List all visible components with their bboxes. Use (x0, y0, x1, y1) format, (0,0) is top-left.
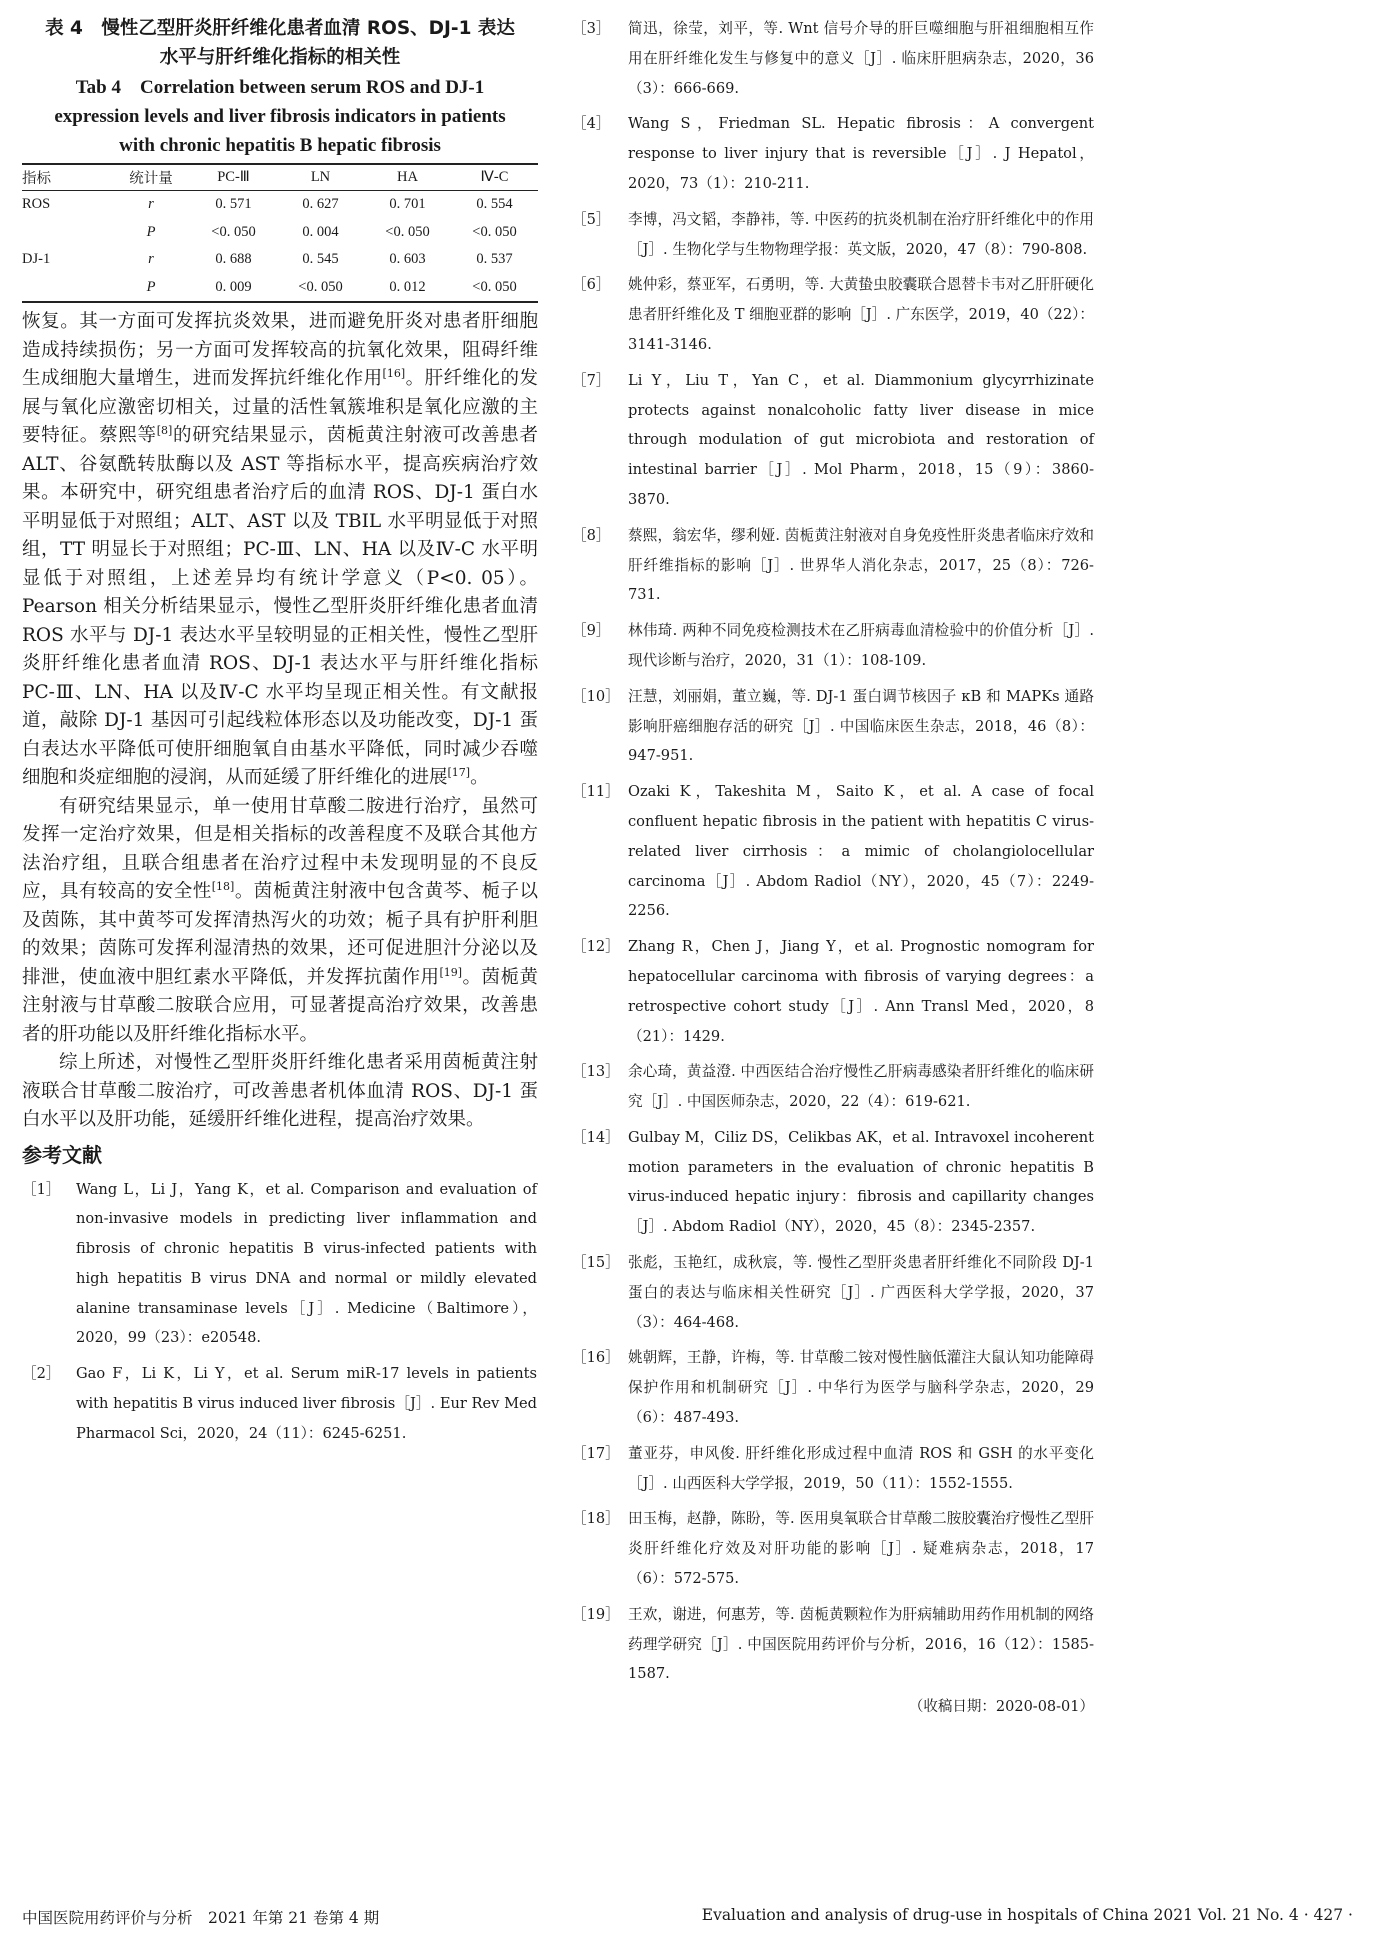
reference-text: Gao F，Li K，Li Y，et al. Serum miR-17 levels in patients with hepatitis B virus induced liver fibrosis［J］. Eur Rev Med Pharmacol Sci，2020，24（11）：6245-6251. (76, 1365, 537, 1442)
reference-number: ［19］ (572, 1605, 620, 1623)
reference-item (572, 366, 1094, 515)
reference-number: ［12］ (572, 938, 620, 956)
body-text: 。肝纤维化的发展与氧化应激密切相关，过量的活性氧簇堆积是氧化应激的主要特征。蔡熙等 (22, 368, 538, 446)
footer-journal-zh: 中国医院用药评价与分析 2021 年第 21 卷第 4 期 (22, 1909, 380, 1927)
reference-text: Wang L，Li J，Yang K，et al. Comparison and evaluation of non-invasive models in predicting liver inflammation and fibrosis of chronic hepatitis B virus-infected patients with high hepatitis B virus DNA and normal or mildly elevated alanine transaminase levels［J］. Medicine（Baltimore），2020，99（23）：e20548. (76, 1180, 537, 1347)
reference-text: 张彪，玉艳红，成秋宸，等. 慢性乙型肝炎患者肝纤维化不同阶段 DJ-1 蛋白的表达与临床相关性研究［J］. 广西医科大学学报，2020，37（3）：464-468. (628, 1254, 1094, 1331)
reference-item (572, 1343, 1094, 1432)
reference-item (572, 682, 1094, 771)
reference-item (572, 270, 1094, 359)
citation-superscript[interactable]: [18] (211, 879, 235, 893)
reference-number: ［16］ (572, 1349, 620, 1367)
table-cell: <0. 050 (385, 223, 430, 240)
reference-text: Wang S，Friedman SL. Hepatic fibrosis：A convergent response to liver injury that is reversible［J］. J Hepatol，2020，73（1）：210-211. (628, 115, 1094, 192)
table-cell (22, 219, 112, 247)
reference-item (572, 932, 1094, 1051)
table-cell: <0. 050 (472, 223, 517, 240)
table-cell: 0. 554 (476, 196, 513, 213)
reference-number: ［18］ (572, 1510, 620, 1528)
table-header-cell: PC-Ⅲ (190, 164, 277, 191)
reference-text: 田玉梅，赵静，陈盼，等. 医用臭氧联合甘草酸二胺胶囊治疗慢性乙型肝炎肝纤维化疗效及对肝功能的影响［J］. 疑难病杂志，2018，17（6）：572-575. (628, 1510, 1094, 1588)
right-column (572, 14, 1094, 1719)
reference-text: 董亚芬，申风俊. 肝纤维化形成过程中血清 ROS 和 GSH 的水平变化［J］. 山西医科大学学报，2019，50（11）：1552-1555. (628, 1444, 1094, 1492)
citation-superscript[interactable]: [17] (447, 765, 471, 779)
table-cell: DJ-1 (22, 251, 51, 268)
page-footer (22, 1906, 1353, 1928)
body-text: 。茵栀黄注射液中包含黄芩、栀子以及茵陈，其中黄芩可发挥清热泻火的功效；栀子具有护肝利胆的效果；茵陈可发挥利湿清热的效果，还可促进胆汁分泌以及排泄，使血液中胆红素水平降低，并发挥抗菌作用 (22, 881, 538, 988)
table-row (22, 274, 538, 303)
table-header-cell: 统计量 (112, 164, 190, 191)
table-caption-zh-line2: 水平与肝纤维化指标的相关性 (159, 47, 401, 68)
table-header-cell: LN (277, 164, 364, 191)
table-caption-en-line2: expression levels and liver fibrosis indicators in patients (54, 106, 506, 127)
table-cell: r (148, 196, 154, 213)
reference-text: 林伟琦. 两种不同免疫检测技术在乙肝病毒血清检验中的价值分析［J］. 现代诊断与治疗，2020，31（1）：108-109. (628, 622, 1094, 669)
reference-number: ［17］ (572, 1444, 620, 1462)
table-header-cell: 指标 (22, 164, 112, 191)
citation-superscript[interactable]: [16] (382, 366, 406, 380)
table-cell: 0. 545 (302, 251, 339, 268)
table-cell (22, 274, 112, 303)
reference-number: ［3］ (572, 20, 611, 37)
table-caption-en (22, 73, 538, 160)
reference-text: Gulbay M，Ciliz DS，Celikbas AK，et al. Intravoxel incoherent motion parameters in the evaluation of chronic hepatitis B virus-induced hepatic injury：fibrosis and capillarity changes［J］. Abdom Radiol（NY），2020，45（8）：2345-2357. (628, 1128, 1094, 1236)
reference-item (572, 1504, 1094, 1593)
table-cell: <0. 050 (211, 223, 256, 240)
reference-text: Li Y，Liu T，Yan C，et al. Diammonium glycyrrhizinate protects against nonalcoholic fatty liver disease in mice through modulation of gut microbiota and restoration of intestinal barrier［J］. Mol Pharm，2018，15（9）：3860-3870. (628, 371, 1094, 508)
table-header-row (22, 164, 538, 191)
body-text: 的研究结果显示，茵栀黄注射液可改善患者 ALT、谷氨酰转肽酶以及 AST 等指标水平，提高疾病治疗效果。本研究中，研究组患者治疗后的血清 ROS、DJ-1 蛋白水平明显低于对照组；ALT、AST 以及 TBIL 水平明显低于对照组，TT 明显长于对照组；PC-Ⅲ、LN、HA 以及Ⅳ-C 水平明显低于对照组，上述差异均有统计学意义（P<0. 05）。Pearson 相关分析结果显示，慢性乙型肝炎肝纤维化患者血清 ROS 水平与 DJ-1 表达水平呈较明显的正相关性，慢性乙型肝炎肝纤维化患者血清 ROS、DJ-1 表达水平与肝纤维化指标 PC-Ⅲ、LN、HA 以及Ⅳ-C 水平均呈现正相关性。有文献报道，敲除 DJ-1 基因可引起线粒体形态以及功能改变，DJ-1 蛋白表达水平降低可使肝细胞氧自由基水平降低，同时减少吞噬细胞和炎症细胞的浸润，从而延缓了肝纤维化的进展 (22, 425, 538, 788)
table-caption-en-line3: with chronic hepatitis B hepatic fibrosis (119, 135, 441, 156)
reference-text: 姚仲彩，蔡亚军，石勇明，等. 大黄蛰虫胶囊联合恩替卡韦对乙肝肝硬化患者肝纤维化及 T 细胞亚群的影响［J］. 广东医学，2019，40（22）：3141-3146. (628, 276, 1094, 353)
reference-text: 王欢，谢进，何惠芳，等. 茵栀黄颗粒作为肝病辅助用药作用机制的网络药理学研究［J］. 中国医院用药评价与分析，2016，16（12）：1585-1587. (628, 1605, 1094, 1683)
footer-journal-en: Evaluation and analysis of drug-use in hospitals of China 2021 Vol. 21 No. 4 · 427 · (701, 1906, 1353, 1924)
reference-item (22, 1175, 538, 1354)
citation-superscript[interactable]: [8] (156, 423, 173, 437)
reference-item (572, 205, 1094, 265)
table-header-cell: Ⅳ-C (451, 164, 538, 191)
correlation-table (22, 163, 538, 303)
reference-text: Ozaki K，Takeshita M，Saito K，et al. A case of focal confluent hepatic fibrosis in the patient with hepatitis C virus-related liver cirrhosis：a mimic of cholangiolocellular carcinoma［J］. Abdom Radiol（NY），2020，45（7）：2249-2256. (628, 783, 1094, 920)
reference-text: 李博，冯文韬，李静祎，等. 中医药的抗炎机制在治疗肝纤维化中的作用［J］. 生物化学与生物物理学报：英文版，2020，47（8）：790-808. (628, 210, 1094, 258)
table-cell: 0. 571 (215, 196, 252, 213)
reference-text: 汪慧，刘丽娟，董立巍，等. DJ-1 蛋白调节核因子 κB 和 MAPKs 通路影响肝癌细胞存活的研究［J］. 中国临床医生杂志，2018，46（8）：947-951. (628, 687, 1094, 765)
table-cell: 0. 603 (389, 251, 426, 268)
table-cell: 0. 688 (215, 251, 252, 268)
body-text: 有研究结果显示，单一使用甘草酸二胺进行治疗，虽然可发挥一定治疗效果，但是相关指标的改善程度不及联合其他方法治疗组，且联合组患者在治疗过程中未发现明显的不良反应，具有较高的安全性 (22, 795, 538, 902)
reference-item (572, 777, 1094, 926)
table-cell: ROS (22, 196, 51, 213)
table-row (22, 246, 538, 274)
body-text: 。茵栀黄注射液与甘草酸二胺联合应用，可显著提高治疗效果，改善患者的肝功能以及肝纤维化指标水平。 (22, 966, 538, 1045)
reference-number: ［15］ (572, 1254, 620, 1272)
reference-item (572, 521, 1094, 610)
reference-number: ［7］ (572, 371, 611, 389)
reference-item (572, 1123, 1094, 1242)
body-paragraph-2 (22, 793, 538, 1050)
reference-item (572, 1248, 1094, 1337)
citation-superscript[interactable]: [19] (439, 965, 463, 979)
body-text: 。 (470, 767, 489, 788)
table-cell: P (112, 274, 190, 303)
table-cell: P (146, 223, 156, 240)
reference-item (572, 109, 1094, 198)
reference-item (572, 14, 1094, 103)
table-cell: 0. 004 (302, 223, 339, 240)
reference-item (572, 1600, 1094, 1689)
table-caption-en-line1: Tab 4 Correlation between serum ROS and DJ-1 (75, 77, 485, 98)
left-column (22, 14, 538, 1455)
table-cell: 0. 701 (389, 196, 426, 213)
reference-text: 简迅，徐莹，刘平，等. Wnt 信号介导的肝巨噬细胞与肝祖细胞相互作用在肝纤维化发生与修复中的意义［J］. 临床肝胆病杂志，2020，36（3）：666-669. (628, 20, 1094, 97)
reference-number: ［11］ (572, 783, 620, 801)
table-cell: 0. 537 (476, 251, 513, 268)
table-header-cell: HA (364, 164, 451, 191)
reference-number: ［13］ (572, 1063, 620, 1081)
table-cell: 0. 627 (302, 196, 339, 213)
reference-item (572, 1057, 1094, 1117)
reference-number: ［2］ (22, 1365, 61, 1383)
table-caption-zh (22, 14, 538, 72)
table-cell: <0. 050 (451, 274, 538, 303)
received-date: （收稿日期：2020-08-01） (908, 1699, 1094, 1716)
body-text: 恢复。其一方面可发挥抗炎效果，进而避免肝炎对患者肝细胞造成持续损伤；另一方面可发挥较高的抗氧化效果，阻碍纤维生成细胞大量增生，进而发挥抗纤维化作用 (22, 311, 538, 389)
body-paragraph-1 (22, 308, 538, 793)
reference-number: ［1］ (22, 1180, 61, 1198)
table-cell: r (148, 251, 154, 268)
reference-text: Zhang R，Chen J，Jiang Y，et al. Prognostic nomogram for hepatocellular carcinoma with fibrosis of varying degrees：a retrospective cohort study［J］. Ann Transl Med，2020，8（21）：1429. (628, 938, 1094, 1045)
references-heading: 参考文献 (22, 1142, 102, 1167)
table-row (22, 219, 538, 247)
reference-item (22, 1359, 538, 1448)
reference-number: ［10］ (572, 687, 620, 705)
reference-number: ［5］ (572, 210, 611, 228)
reference-number: ［4］ (572, 115, 611, 133)
table-caption-zh-line1: 表 4 慢性乙型肝炎肝纤维化患者血清 ROS、DJ-1 表达 (45, 18, 515, 39)
reference-number: ［14］ (572, 1128, 620, 1146)
reference-item (572, 1439, 1094, 1499)
reference-text: 蔡熙，翁宏华，缪利娅. 茵栀黄注射液对自身免疫性肝炎患者临床疗效和肝纤维指标的影响［J］. 世界华人消化杂志，2017，25（8）：726-731. (628, 526, 1094, 604)
reference-number: ［6］ (572, 276, 611, 294)
reference-number: ［9］ (572, 622, 611, 640)
table-cell: <0. 050 (277, 274, 364, 303)
table-cell: 0. 012 (364, 274, 451, 303)
reference-text: 余心琦，黄益澄. 中西医结合治疗慢性乙肝病毒感染者肝纤维化的临床研究［J］. 中国医师杂志，2020，22（4）：619-621. (628, 1063, 1094, 1111)
table-row (22, 191, 538, 219)
body-paragraph-3: 综上所述，对慢性乙型肝炎肝纤维化患者采用茵栀黄注射液联合甘草酸二胺治疗，可改善患者机体血清 ROS、DJ-1 蛋白水平以及肝功能，延缓肝纤维化进程，提高治疗效果。 (22, 1052, 538, 1130)
reference-text: 姚朝辉，王静，许梅，等. 甘草酸二铵对慢性脑低灌注大鼠认知功能障碍保护作用和机制研究［J］. 中华行为医学与脑科学杂志，2020，29（6）：487-493. (628, 1349, 1094, 1427)
table-cell: 0. 009 (190, 274, 277, 303)
reference-item (572, 616, 1094, 676)
reference-number: ［8］ (572, 526, 611, 544)
